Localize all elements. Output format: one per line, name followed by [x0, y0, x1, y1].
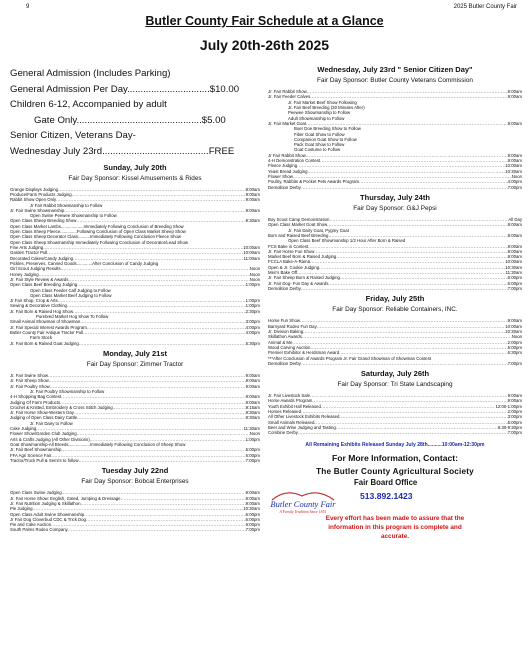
leader-dots	[327, 222, 507, 227]
admission-line: Wednesday July 23rd........................................FREE	[10, 145, 235, 157]
leader-dots	[301, 185, 508, 190]
admission-line: Children 6-12, Accompanied by adult	[10, 99, 167, 111]
event-time: 1:00pm	[245, 282, 260, 288]
day-heading: Monday, July 21st	[102, 348, 168, 358]
event-name: Decorated Cakes/Candy Judging	[10, 255, 74, 261]
event-time: 5:30pm	[245, 340, 260, 346]
event-name: Demolition Derby	[268, 286, 301, 291]
logo-name: Butler County Fair	[270, 498, 336, 509]
event-time: 9:00am	[245, 399, 260, 405]
event-time: 9:00am	[507, 232, 522, 238]
leader-dots	[83, 330, 246, 335]
event-time: 9:30am	[245, 410, 260, 416]
event-name: Boy Scout Camp Demonstration	[268, 216, 330, 222]
event-name: Open Class Market Lambs...................Immediately Following Conclusion of Breeding Show	[10, 223, 184, 229]
admission-prices	[10, 66, 260, 160]
event-name: Jr. Fair Dairy Goat, Pygmy Goat	[288, 227, 349, 233]
event-time: 10:30am	[505, 168, 522, 174]
event-name: Honey Judging	[10, 271, 39, 277]
event-time: 6:00pm	[507, 280, 522, 286]
event-time: 6:00pm	[245, 522, 260, 528]
event-name: Fine Arts Judging	[10, 245, 44, 250]
event-time: 10:00am	[505, 259, 522, 265]
event-time: 12:00-1:00pm	[495, 403, 522, 409]
event-name: Farm Stock	[30, 335, 52, 341]
event-time: 10:00am	[505, 163, 522, 169]
event-name: Arts & Crafts Judging (All Other Divisions)	[10, 436, 90, 442]
event-time: 9:00am	[245, 372, 260, 378]
event-time: 10:30am	[505, 264, 522, 270]
remaining-exhibits-note: All Remaining Exhibits Released Sunday July 28th..........10:00am-12:30pm	[305, 441, 485, 448]
left-day-schedules	[10, 163, 260, 533]
event-name: Small Animal Showman of Showman	[10, 319, 81, 325]
event-name: ***After Conclusion of Awards Program Jr. Fair Grand Showman of Showman Contest	[268, 355, 432, 361]
event-name: Horses Released	[268, 409, 301, 415]
event-name: Jr. Division Baking	[268, 328, 304, 334]
event-name: Poultry, Rabbits & Pocket Pets Awards Program	[268, 179, 360, 185]
event-time: 10:30am	[505, 328, 522, 334]
event-name: Jr. Fair Born & Raised Hog Show	[10, 308, 74, 314]
event-row	[10, 458, 260, 463]
event-time: 9:00am	[507, 398, 522, 404]
event-name: Jr. Fair Dairy to Follow	[30, 420, 73, 426]
event-name: Open & Jr. Cookie Judging	[268, 264, 320, 270]
event-name: Jr. Fair Sheep Show	[10, 378, 49, 384]
page-title: Butler County Fair Schedule at a Glance	[145, 14, 384, 28]
event-row	[268, 361, 522, 366]
event-name: Open Swine Peewee Showmanship to Follow	[30, 213, 117, 219]
event-time: 6:30pm	[507, 350, 522, 356]
event-time: Noon	[511, 174, 522, 179]
event-time: 1:00pm	[245, 303, 260, 309]
event-list	[268, 217, 522, 291]
event-time: 6:00pm	[245, 511, 260, 517]
admission-line: Senior Citizen, Veterans Day-	[10, 130, 136, 142]
event-name: Pie and Cake Auction	[10, 522, 52, 528]
day-sponsor: Fair Day Sponsor: G&J Pepsi	[353, 204, 437, 212]
event-time: 7:00pm	[245, 457, 260, 463]
leader-dots	[298, 430, 508, 435]
day-sponsor: Fair Day Sponsor: Zimmer Tractor	[86, 360, 184, 368]
event-time: 9:00am	[245, 186, 260, 192]
event-time: Noon	[511, 334, 522, 340]
event-name: Jr Fair Rabbit Showmanship to Follow	[30, 202, 103, 208]
event-name: Goat Costume to Follow	[294, 147, 341, 153]
event-time: 4:00pm	[507, 179, 522, 185]
event-time: 10:00am	[243, 245, 260, 250]
event-time: 2:00pm	[507, 339, 522, 345]
event-name: South Palms Rodeo Company	[10, 527, 68, 533]
event-name: Demolition Derby	[268, 360, 301, 366]
event-name: Judging Of Farm Products	[10, 399, 61, 405]
day-sponsor: Fair Day Sponsor: Kissel Amusements & Rides	[68, 174, 202, 182]
event-time: 10:30am	[243, 506, 260, 512]
event-name: Open Class Swine Judging	[10, 490, 62, 496]
event-name: Jr. Fair Poultry Showmanship to Follow	[30, 388, 105, 394]
event-name: Rabbit Show Open Only	[10, 197, 57, 203]
event-name: Tractor/Truck Pull & Semi's to follow	[10, 457, 79, 463]
day-heading: Thursday, July 24th	[360, 192, 430, 202]
phone-number: 513.892.1423	[360, 490, 413, 501]
event-time: 3:00pm	[245, 319, 260, 325]
event-time: 1:00pm	[245, 298, 260, 304]
fair-board-office: Fair Board Office	[354, 477, 418, 487]
day-heading: Sunday, July 20th	[103, 162, 167, 172]
disclaimer-line: Every effort has been made to assure that the	[325, 514, 465, 522]
event-name: Grange Displays Judging	[10, 186, 59, 192]
event-name: Beer and Wine Judging and Tasting	[268, 425, 336, 430]
event-time: 9:00am	[507, 94, 522, 100]
event-time: 5:00pm	[507, 344, 522, 350]
event-name: Jr. Fair Swine Showmanship	[10, 207, 65, 213]
event-name: Horse Awards Program	[268, 398, 313, 404]
event-name: Jr. Fair Nutrition Judging & Skillathon	[10, 500, 81, 506]
event-time: Noon	[249, 271, 260, 277]
event-time: All Day	[508, 216, 522, 222]
event-name: Jr. Fair Beef Showmanship	[10, 447, 62, 453]
event-name: Open Class Sheep Breeding Show	[10, 218, 77, 224]
event-name: Pie Judging	[10, 506, 33, 512]
day-sponsor: Fair Day Sponsor: Bobcat Enterprises	[81, 478, 189, 486]
event-time: 6:00pm	[507, 275, 522, 281]
event-row	[10, 527, 260, 532]
left-column	[10, 62, 260, 533]
event-name: Open Class Feeder Calf Judging to Follow	[30, 287, 111, 293]
disclaimer-line: information in this program is complete and	[328, 524, 462, 532]
event-name: Jr. Fair Market Goat	[268, 120, 306, 126]
event-time: 9:30am	[245, 218, 260, 224]
leader-dots	[301, 286, 508, 291]
event-name: Open Class Market Goat Show	[268, 222, 328, 228]
event-time: 5:00pm	[245, 447, 260, 453]
logo-tagline: A Family Tradition Since 1851	[279, 509, 327, 514]
right-day-schedules	[268, 65, 522, 436]
event-time: 9:00am	[245, 490, 260, 496]
running-title: 2025 Butler County Fair	[453, 4, 517, 10]
event-time: 4:00pm	[245, 330, 260, 335]
event-name: Jr. Fair Dog- Fun Day & Awards	[268, 280, 329, 286]
running-header	[0, 4, 529, 14]
event-time: 9:00am	[507, 254, 522, 260]
event-row	[268, 430, 522, 435]
event-name: Premier Exhibitor & Herdsman Award	[268, 350, 340, 356]
event-time: 6:00pm	[245, 452, 260, 458]
event-name: Peewee Showmanship to Follow	[288, 110, 351, 116]
event-name: Jr. Fair Market Beef Show Following	[288, 99, 357, 105]
event-list	[268, 318, 522, 366]
event-name: 4-H Shopping Bag Contest	[10, 394, 62, 400]
event-time: 9:00am	[507, 248, 522, 254]
event-name: Jr. Fair Horse Show: English, Gated, Jumping & Dressage	[10, 495, 121, 501]
event-name: Demolition Derby	[268, 184, 301, 190]
day-heading: Friday, July 25th	[365, 294, 425, 304]
event-list	[268, 89, 522, 190]
event-time: 9:00am	[245, 378, 260, 384]
event-name: Jr. Fair Feeder Calves	[268, 94, 311, 100]
event-name: Open Class Market Beef Judging to Follow	[30, 292, 112, 298]
event-name: Yeast Bread Judging	[268, 168, 308, 174]
event-name: Jr Fair Rabbit Show	[268, 152, 306, 158]
event-name: Skillathon Awards	[268, 334, 302, 340]
disclaimer-line: accurate.	[380, 533, 410, 541]
event-time: 11:00am	[243, 255, 260, 261]
event-time: 9:00am	[245, 495, 260, 501]
event-name: Purebred Market Hog Show To Follow	[36, 314, 109, 320]
leader-dots	[301, 361, 508, 366]
event-time: 9:00am	[245, 394, 260, 400]
event-time: 7:00pm	[507, 360, 522, 366]
event-time: 9:00am	[245, 383, 260, 389]
leader-dots	[68, 527, 246, 532]
event-time: 9:00am	[245, 500, 260, 506]
contact-block	[268, 477, 522, 514]
event-time: 10:00am	[505, 323, 522, 329]
event-name: Butler County Fair Antique Tractor Pull	[10, 330, 84, 335]
event-name: Adult Showmanship to Follow	[288, 115, 345, 121]
event-time: 4:00pm	[245, 324, 260, 330]
event-time: 1:00pm	[245, 436, 260, 442]
event-name: FCCLA Bake-A-Rama	[268, 259, 311, 265]
event-name: Pack Goat Show to Follow	[294, 142, 345, 148]
event-time: 9:00am	[507, 120, 522, 126]
day-sponsor: Fair Day Sponsor: Tri State Landscaping	[337, 381, 453, 389]
event-time: 7:00pm	[507, 286, 522, 291]
event-name: Jr. Fair Poultry Show	[10, 383, 50, 389]
admission-line: General Admission (Includes Parking)	[10, 68, 171, 79]
society-name: The Butler County Agricultural Society	[316, 466, 474, 476]
event-time: 5:00pm	[507, 419, 522, 425]
page-number: 9	[26, 4, 30, 10]
day-heading: Tuesday July 22nd	[101, 466, 169, 476]
event-time: 9:00am	[245, 207, 260, 213]
event-time: 7:00pm	[507, 430, 522, 436]
leader-dots	[79, 341, 246, 346]
butler-county-fair-logo	[268, 486, 338, 516]
event-name: Garden Tractor Pull	[10, 250, 48, 256]
event-name: Companion Goat Show to Follow	[294, 136, 357, 142]
right-column	[268, 62, 522, 542]
event-name: Jr. Fair Horse Fun Show	[268, 248, 315, 254]
page-dates: July 20th-26th 2025	[199, 37, 330, 53]
event-name: Crochet & Knitted, Embroidery & Cross Stitch Judging	[10, 404, 113, 410]
event-time: Noon	[249, 266, 260, 272]
event-name: Market Beef Born & Raised Judging	[268, 254, 337, 260]
event-name: Combine Derby	[268, 430, 298, 436]
event-time: 7:00pm	[507, 184, 522, 190]
event-time: 3:00pm	[507, 414, 522, 420]
event-name: All Other Livestock Exhibits Released	[268, 414, 340, 420]
event-time: 9:00am	[507, 222, 522, 228]
event-row	[268, 185, 522, 190]
event-name: Jr. Fair Beef Breeding (30 Minutes After)	[288, 104, 365, 110]
event-name: FCS Bake in Contest	[268, 243, 309, 249]
event-time: 10:00am	[243, 250, 260, 256]
event-name: FFA Agri Science Fair	[10, 452, 52, 458]
event-name: Wood Carving Auction	[268, 344, 311, 350]
event-list	[268, 393, 522, 436]
event-name: Cake Judging	[10, 426, 37, 432]
leader-dots	[79, 458, 246, 463]
event-time: 11:30am	[505, 270, 522, 276]
event-time: 9:00am	[507, 152, 522, 158]
event-name: Jr. Fair Special Interest Awards Program	[10, 324, 87, 330]
event-list	[10, 187, 260, 346]
event-name: Horse Fun Show	[268, 318, 301, 324]
event-time: Noon	[249, 276, 260, 282]
admission-line: Gate Only...............................................$5.00	[34, 114, 226, 126]
event-time: 9:00am	[245, 191, 260, 197]
event-name: Flower Show	[268, 174, 293, 179]
event-time: 2:00pm	[507, 409, 522, 415]
event-name: Men's Bake Off	[268, 270, 298, 276]
day-sponsor: Fair Day Sponsor: Reliable Containers, INC.	[332, 306, 458, 314]
event-time: 6:30-9:30pm	[497, 425, 522, 430]
disclaimer	[268, 514, 522, 542]
event-name: Jr. Fair Born & Raised Goat Judging	[10, 340, 79, 346]
event-name: Fleece Judging	[268, 163, 298, 169]
day-sponsor: Fair Day Sponsor: Butler County Veterans Commission	[317, 77, 473, 84]
event-name: Small Animals Released	[268, 419, 315, 425]
event-name: Open Class Sheep Fleece..............Following Conclusion of Open Class Market Sheep Show	[10, 229, 186, 235]
event-name: Judging of Open Class Dairy Cattle	[10, 415, 78, 421]
event-time: 11:30am	[243, 426, 260, 432]
event-name: Jr. Fair Swine Show	[10, 372, 48, 378]
leader-dots	[77, 415, 246, 420]
event-name: 4-H Demonstration Contest	[268, 158, 321, 164]
admission-line: General Admission Per Day...............................$10.00	[10, 83, 240, 95]
event-name: Jr. Fair Livestock Sale	[268, 393, 311, 399]
event-name: Girl Scout Judging Results	[10, 266, 61, 272]
event-time: Noon	[249, 431, 260, 437]
event-time: 9:15am	[245, 404, 260, 410]
event-name: Fiber Goat Show to Follow	[294, 131, 345, 137]
event-time: 8:00am	[507, 89, 522, 94]
event-time: 9:00am	[507, 318, 522, 324]
event-time: 9:00am	[507, 393, 522, 399]
event-row	[10, 341, 260, 346]
event-name: Jr. Fair Horse Show-Western Day	[10, 410, 74, 416]
event-time: 9:00am	[507, 243, 522, 249]
event-time: 2:30pm	[245, 308, 260, 314]
event-row	[268, 286, 522, 291]
event-name: Barnyard Rodeo Fun Day	[268, 323, 317, 329]
event-name: Born and Raised Beef Breeding	[268, 232, 329, 238]
event-name: Goat Showmanship-All Breeds..................Immediately Following Conclusion of Sheep Show	[10, 442, 186, 447]
day-heading: Saturday, July 26th	[360, 369, 430, 379]
event-name: Produce/Farm Products Judging	[10, 191, 72, 197]
event-time: 7:00pm	[245, 527, 260, 533]
event-name: Flower Show/Garden Club Judging	[10, 431, 77, 437]
event-name: Youth Exhibit Hall Released	[268, 403, 321, 409]
event-name: Open Class Sheep Decorator Class..........Immediately Following Conclusion Fleece Show	[10, 234, 181, 240]
event-name: Jr Fair Shop, Crop & Arts	[10, 298, 58, 304]
event-name: Sewing & Decorative Clothing	[10, 303, 67, 309]
event-time: 9:30am	[245, 415, 260, 421]
event-list	[10, 490, 260, 533]
event-name: Open Class Beef Breeding Judging	[10, 282, 78, 288]
event-name: Jr. Fair Sheep Born & Raised Judging	[268, 275, 340, 281]
event-list	[10, 373, 260, 463]
event-name: Jr. Fair Rabbit Show	[268, 89, 307, 94]
event-name: Jr Fair Dog Cloverbud CDC & Trick Dog	[10, 516, 86, 522]
event-time: 9:00am	[507, 158, 522, 164]
event-name: Open Class Sheep Showmanship Immediately Following Conclusion of Decorator/Lead Show	[10, 239, 188, 245]
event-name: Boer Doe Breeding Show to Follow	[294, 126, 361, 132]
event-name: Jr. Fair Style Review & Awards	[10, 276, 69, 282]
contact-heading: For More Information, Contact:	[331, 452, 459, 463]
day-heading: Wednesday, July 23rd " Senior Citizen Day"	[317, 65, 473, 74]
event-name: Pickles, Preserves, Canned Goods.............After Conclusion of Candy Judging	[10, 260, 159, 266]
event-name: Open Class Adult Swine Showmanship	[10, 511, 85, 517]
event-name: Open Class Beef Showmanship 1/2 Hour After Born & Raised	[288, 238, 406, 244]
event-name: Animal & Me	[268, 339, 293, 345]
event-time: 6:00pm	[245, 516, 260, 522]
event-time: 9:00am	[245, 197, 260, 203]
